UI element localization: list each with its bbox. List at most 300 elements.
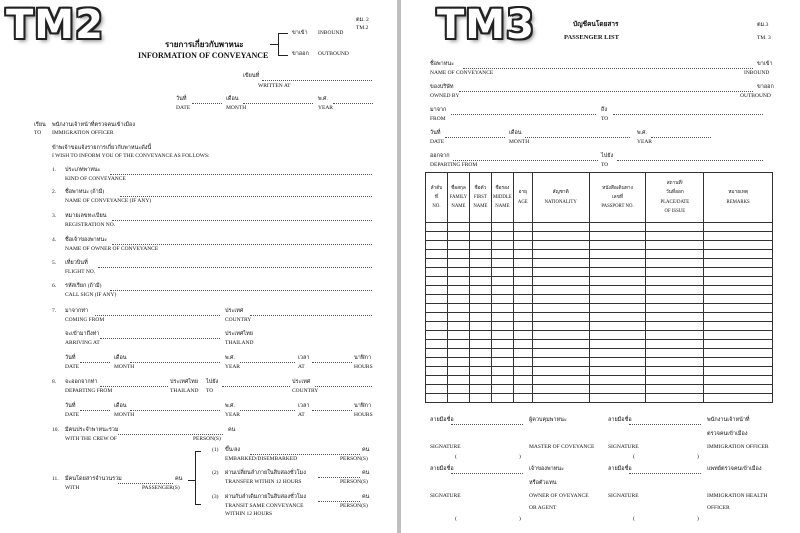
table-cell[interactable] <box>469 385 491 394</box>
arrival-time-field[interactable] <box>312 362 352 363</box>
table-cell[interactable] <box>491 295 513 304</box>
destination-field[interactable] <box>617 160 763 161</box>
arrival-date-field[interactable] <box>80 362 110 363</box>
table-cell[interactable] <box>589 385 646 394</box>
table-cell[interactable] <box>491 394 513 403</box>
owner-signature-field[interactable] <box>451 473 523 474</box>
table-cell[interactable] <box>491 259 513 268</box>
table-cell[interactable] <box>426 376 448 385</box>
table-cell[interactable] <box>704 295 773 304</box>
signature-en: SIGNATURE <box>430 444 461 450</box>
from-field[interactable] <box>451 114 596 115</box>
date-field[interactable] <box>445 137 505 138</box>
table-cell[interactable] <box>447 349 469 358</box>
tm2-outbound-en: OUTBOUND <box>318 51 349 57</box>
country-field[interactable] <box>250 315 372 316</box>
table-cell[interactable] <box>646 295 704 304</box>
column-header-en-2: NAME <box>473 204 488 210</box>
table-cell[interactable] <box>447 286 469 295</box>
to-country-th: ไปยัง <box>206 379 219 385</box>
table-cell[interactable] <box>704 376 773 385</box>
year-th: พ.ศ. <box>225 355 235 361</box>
from-th: มาจาก <box>430 107 447 113</box>
table-cell[interactable] <box>426 358 448 367</box>
departure-time-field[interactable] <box>312 410 352 411</box>
tm3-title-en: PASSENGER LIST <box>564 34 619 41</box>
crew-th: มีคนประจำพาหนะรวม <box>65 427 119 433</box>
table-cell[interactable] <box>513 286 532 295</box>
table-cell[interactable] <box>426 295 448 304</box>
table-cell[interactable] <box>589 250 646 259</box>
table-cell[interactable] <box>589 241 646 250</box>
table-cell[interactable] <box>704 331 773 340</box>
hours-th: นาฬิกา <box>354 403 372 409</box>
table-cell[interactable] <box>532 277 589 286</box>
sub-label-en: EMBARKED/DISEMBARKED <box>225 456 298 462</box>
departing-from-field[interactable] <box>453 160 598 161</box>
table-cell[interactable] <box>513 340 532 349</box>
table-cell[interactable] <box>469 286 491 295</box>
table-cell[interactable] <box>426 241 448 250</box>
table-cell[interactable] <box>469 259 491 268</box>
country-en: COUNTRY <box>225 317 252 323</box>
table-cell[interactable] <box>646 259 704 268</box>
arrival-year-field[interactable] <box>240 362 295 363</box>
table-cell[interactable] <box>532 349 589 358</box>
date-field[interactable] <box>192 103 222 104</box>
health-officer-signature-field[interactable] <box>629 473 701 474</box>
table-cell[interactable] <box>646 331 704 340</box>
table-cell[interactable] <box>532 223 589 232</box>
table-cell[interactable] <box>513 241 532 250</box>
table-cell[interactable] <box>532 259 589 268</box>
table-cell[interactable] <box>447 340 469 349</box>
table-cell[interactable] <box>704 286 773 295</box>
crew-unit-th: คน <box>362 447 370 453</box>
table-cell[interactable] <box>589 259 646 268</box>
table-cell[interactable] <box>646 313 704 322</box>
table-cell[interactable] <box>447 385 469 394</box>
table-cell[interactable] <box>589 367 646 376</box>
table-cell[interactable] <box>704 394 773 403</box>
table-cell[interactable] <box>532 241 589 250</box>
officer-en: IMMIGRATION OFFICER <box>52 130 114 136</box>
table-cell[interactable] <box>589 340 646 349</box>
departure-month-field[interactable] <box>130 410 220 411</box>
table-cell[interactable] <box>704 349 773 358</box>
outbound-th: ขาออก <box>757 84 774 90</box>
embarked-field[interactable] <box>250 454 360 455</box>
table-cell[interactable] <box>469 340 491 349</box>
hours-th: นาฬิกา <box>354 355 372 361</box>
coming-from-en: COMING FROM <box>65 317 105 323</box>
tm2-outbound-th: ขาออก <box>292 51 309 57</box>
table-cell[interactable] <box>491 331 513 340</box>
table-cell[interactable] <box>447 394 469 403</box>
tm3-code-en: TM. 3 <box>757 35 771 41</box>
conveyance-name-field[interactable] <box>463 68 753 69</box>
table-cell[interactable] <box>447 250 469 259</box>
table-cell[interactable] <box>469 313 491 322</box>
table-cell[interactable] <box>704 259 773 268</box>
master-th: ผู้ควบคุมพาหนะ <box>529 417 567 423</box>
table-cell[interactable] <box>513 376 532 385</box>
table-cell[interactable] <box>491 277 513 286</box>
table-cell[interactable] <box>589 376 646 385</box>
table-cell[interactable] <box>646 367 704 376</box>
table-cell[interactable] <box>589 358 646 367</box>
table-cell[interactable] <box>513 367 532 376</box>
table-cell[interactable] <box>646 241 704 250</box>
table-cell[interactable] <box>532 250 589 259</box>
table-cell[interactable] <box>426 349 448 358</box>
to-port-field[interactable] <box>222 386 290 387</box>
month-th: เดือน <box>114 403 127 409</box>
call-sign-field[interactable] <box>110 290 372 291</box>
table-cell[interactable] <box>469 304 491 313</box>
table-cell[interactable] <box>491 241 513 250</box>
table-cell[interactable] <box>646 277 704 286</box>
coming-from-field[interactable] <box>95 315 220 316</box>
table-cell[interactable] <box>646 340 704 349</box>
table-cell[interactable] <box>646 349 704 358</box>
immigration-officer-signature-field[interactable] <box>629 424 701 425</box>
table-cell[interactable] <box>469 232 491 241</box>
table-cell[interactable] <box>426 394 448 403</box>
registration-field[interactable] <box>112 220 372 221</box>
table-cell[interactable] <box>532 385 589 394</box>
column-header-th-2: เลขที่ <box>612 194 624 200</box>
table-cell[interactable] <box>491 304 513 313</box>
table-cell[interactable] <box>426 304 448 313</box>
table-cell[interactable] <box>532 340 589 349</box>
column-header-th: หนังสือเดินทาง <box>602 185 633 191</box>
bracket-line <box>278 33 279 55</box>
table-cell[interactable] <box>532 268 589 277</box>
table-cell[interactable] <box>469 367 491 376</box>
bracket-line <box>278 33 288 34</box>
table-cell[interactable] <box>469 358 491 367</box>
table-row <box>426 259 773 268</box>
to-en: TO <box>601 116 609 122</box>
tm2-code-th: ตม. 2 <box>356 17 369 23</box>
table-cell[interactable] <box>491 349 513 358</box>
transit-field[interactable] <box>318 501 360 502</box>
table-cell[interactable] <box>704 250 773 259</box>
table-cell[interactable] <box>491 232 513 241</box>
master-en: MASTER OF COVEYANCE <box>529 444 595 450</box>
table-cell[interactable] <box>447 295 469 304</box>
table-cell[interactable] <box>513 259 532 268</box>
table-cell[interactable] <box>469 241 491 250</box>
table-row <box>426 385 773 394</box>
owned-en: OWNED BY <box>430 93 460 99</box>
column-header-th: ชื่อตัว <box>474 185 487 191</box>
column-header-en: FIRST <box>473 194 487 200</box>
table-cell[interactable] <box>447 241 469 250</box>
month-en: MONTH <box>509 139 530 145</box>
table-cell[interactable] <box>447 367 469 376</box>
owner-en: OWNER OF OVEYANCE <box>529 493 589 499</box>
table-cell[interactable] <box>513 250 532 259</box>
immigration-officer-en: IMMIGRATION OFFICER <box>707 444 769 450</box>
item-label-th: ชื่อพาหนะ (ถ้ามี) <box>65 189 105 195</box>
table-cell[interactable] <box>704 367 773 376</box>
table-cell[interactable] <box>513 331 532 340</box>
table-cell[interactable] <box>589 277 646 286</box>
item-label-en: FLIGHT NO. <box>65 269 96 275</box>
table-cell[interactable] <box>447 259 469 268</box>
table-cell[interactable] <box>704 241 773 250</box>
health-officer-th: แพทย์ตรวจคนเข้าเมือง <box>707 466 762 472</box>
signature-th: ลายมือชื่อ <box>430 466 454 472</box>
column-header <box>447 173 469 223</box>
table-cell[interactable] <box>704 340 773 349</box>
departure-year-field[interactable] <box>240 410 295 411</box>
table-cell[interactable] <box>646 304 704 313</box>
table-cell[interactable] <box>704 385 773 394</box>
table-cell[interactable] <box>589 295 646 304</box>
table-cell[interactable] <box>469 394 491 403</box>
table-row <box>426 295 773 304</box>
table-cell[interactable] <box>532 322 589 331</box>
table-cell[interactable] <box>589 223 646 232</box>
persons-en: PERSON(S) <box>340 456 368 462</box>
table-cell[interactable] <box>532 295 589 304</box>
table-cell[interactable] <box>426 322 448 331</box>
month-th: เดือน <box>226 96 239 102</box>
table-cell[interactable] <box>426 331 448 340</box>
to-country-field[interactable] <box>315 386 372 387</box>
table-cell[interactable] <box>447 376 469 385</box>
table-cell[interactable] <box>426 385 448 394</box>
table-cell[interactable] <box>646 232 704 241</box>
table-cell[interactable] <box>513 349 532 358</box>
crew-count-field[interactable] <box>118 434 223 435</box>
table-cell[interactable] <box>469 268 491 277</box>
table-cell[interactable] <box>704 277 773 286</box>
table-cell[interactable] <box>646 358 704 367</box>
table-cell[interactable] <box>532 232 589 241</box>
table-cell[interactable] <box>426 340 448 349</box>
item-no: 1. <box>52 167 57 173</box>
table-cell[interactable] <box>469 322 491 331</box>
table-cell[interactable] <box>589 268 646 277</box>
table-cell[interactable] <box>491 376 513 385</box>
table-cell[interactable] <box>513 277 532 286</box>
column-header-th: ชื่อสกุล <box>450 185 466 191</box>
table-cell[interactable] <box>513 394 532 403</box>
signature-en: SIGNATURE <box>608 493 639 499</box>
table-cell[interactable] <box>646 223 704 232</box>
owner-field[interactable] <box>112 244 372 245</box>
departing-from-field[interactable] <box>100 386 168 387</box>
column-header-en: NO. <box>432 204 441 210</box>
item-label-th: รหัสเรียก (ถ้ามี) <box>65 283 102 289</box>
table-cell[interactable] <box>491 367 513 376</box>
table-row <box>426 394 773 403</box>
table-cell[interactable] <box>513 223 532 232</box>
table-cell[interactable] <box>532 394 589 403</box>
country-th: ประเทศ <box>225 308 244 314</box>
table-cell[interactable] <box>589 313 646 322</box>
table-cell[interactable] <box>426 250 448 259</box>
table-cell[interactable] <box>646 394 704 403</box>
table-cell[interactable] <box>469 295 491 304</box>
item-label-en: REGISTRATION NO. <box>65 222 116 228</box>
table-cell[interactable] <box>513 322 532 331</box>
table-cell[interactable] <box>589 286 646 295</box>
table-cell[interactable] <box>513 313 532 322</box>
table-cell[interactable] <box>704 313 773 322</box>
transfer-field[interactable] <box>318 477 360 478</box>
table-cell[interactable] <box>426 232 448 241</box>
table-cell[interactable] <box>491 268 513 277</box>
table-cell[interactable] <box>491 340 513 349</box>
owned-by-field[interactable] <box>459 91 753 92</box>
name-parenthesis: ) <box>697 454 699 460</box>
table-cell[interactable] <box>589 394 646 403</box>
date-th: วันที่ <box>65 355 76 361</box>
table-cell[interactable] <box>491 322 513 331</box>
table-cell[interactable] <box>532 376 589 385</box>
table-cell[interactable] <box>447 232 469 241</box>
kind-of-conveyance-field[interactable] <box>110 174 372 175</box>
item-label-en: NAME OF CONVEYANCE (IF ANY) <box>65 198 152 204</box>
arriving-at-field[interactable] <box>100 338 220 339</box>
table-cell[interactable] <box>491 313 513 322</box>
table-cell[interactable] <box>513 304 532 313</box>
table-cell[interactable] <box>646 322 704 331</box>
item-label-th: ประเภทพาหนะ <box>65 167 101 173</box>
table-cell[interactable] <box>426 286 448 295</box>
table-cell[interactable] <box>447 268 469 277</box>
table-cell[interactable] <box>589 304 646 313</box>
signature-en: SIGNATURE <box>608 444 639 450</box>
table-cell[interactable] <box>469 331 491 340</box>
table-body <box>426 223 773 403</box>
column-header-en: FAMILY <box>449 194 468 200</box>
month-field[interactable] <box>243 103 313 104</box>
table-cell[interactable] <box>646 250 704 259</box>
year-field[interactable] <box>333 103 373 104</box>
thailand-en: THAILAND <box>170 388 199 394</box>
table-cell[interactable] <box>704 358 773 367</box>
table-cell[interactable] <box>469 250 491 259</box>
table-cell[interactable] <box>469 349 491 358</box>
table-cell[interactable] <box>532 304 589 313</box>
tm2-form-page <box>0 0 397 533</box>
item-no: 2. <box>52 189 57 195</box>
name-parenthesis: ( <box>633 454 635 460</box>
table-cell[interactable] <box>491 250 513 259</box>
name-parenthesis: ) <box>697 516 699 522</box>
table-cell[interactable] <box>646 268 704 277</box>
table-cell[interactable] <box>447 331 469 340</box>
written-at-field[interactable] <box>262 80 372 81</box>
table-cell[interactable] <box>491 223 513 232</box>
table-cell[interactable] <box>469 223 491 232</box>
sub-label-en: TRANSFER WITHIN 12 HOURS <box>225 479 302 485</box>
table-cell[interactable] <box>469 277 491 286</box>
table-cell[interactable] <box>491 286 513 295</box>
table-cell[interactable] <box>491 358 513 367</box>
table-cell[interactable] <box>426 313 448 322</box>
table-cell[interactable] <box>704 322 773 331</box>
month-field[interactable] <box>525 137 630 138</box>
column-header <box>513 173 532 223</box>
table-cell[interactable] <box>426 259 448 268</box>
table-cell[interactable] <box>589 322 646 331</box>
master-signature-field[interactable] <box>451 424 523 425</box>
table-cell[interactable] <box>646 286 704 295</box>
table-cell[interactable] <box>704 223 773 232</box>
sub-label-th: ผ่านกับลำเดิมภายในสิบสองชั่วโมง <box>225 494 307 500</box>
table-cell[interactable] <box>447 223 469 232</box>
bracket-line <box>278 55 288 56</box>
table-cell[interactable] <box>532 331 589 340</box>
passenger-count-field[interactable] <box>118 483 173 484</box>
date-th: วันที่ <box>430 130 441 136</box>
year-field[interactable] <box>651 137 711 138</box>
arrival-month-field[interactable] <box>130 362 220 363</box>
table-cell[interactable] <box>491 385 513 394</box>
table-cell[interactable] <box>532 286 589 295</box>
column-header <box>491 173 513 223</box>
table-cell[interactable] <box>447 277 469 286</box>
table-cell[interactable] <box>513 232 532 241</box>
table-cell[interactable] <box>447 322 469 331</box>
tm3-form-page <box>401 0 800 533</box>
persons-en: PERSON(S) <box>193 436 221 442</box>
table-cell[interactable] <box>532 313 589 322</box>
table-cell[interactable] <box>589 349 646 358</box>
table-cell[interactable] <box>704 268 773 277</box>
table-cell[interactable] <box>646 385 704 394</box>
table-cell[interactable] <box>426 268 448 277</box>
table-cell[interactable] <box>447 304 469 313</box>
table-cell[interactable] <box>704 232 773 241</box>
table-cell[interactable] <box>589 232 646 241</box>
table-cell[interactable] <box>447 313 469 322</box>
table-cell[interactable] <box>426 277 448 286</box>
table-cell[interactable] <box>513 358 532 367</box>
column-header-en-2: NAME <box>451 204 466 210</box>
table-cell[interactable] <box>426 367 448 376</box>
immigration-officer-th-2: ตรวจคนเข้าเมือง <box>707 431 748 437</box>
table-cell[interactable] <box>646 376 704 385</box>
table-cell[interactable] <box>513 385 532 394</box>
name-en: NAME OF CONVEYANCE <box>430 70 494 76</box>
table-row <box>426 277 773 286</box>
sub-label-en: TRANSIT SAME CONVEYANCE <box>225 503 304 509</box>
table-cell[interactable] <box>532 358 589 367</box>
table-cell[interactable] <box>532 367 589 376</box>
flight-no-field[interactable] <box>98 267 372 268</box>
table-cell[interactable] <box>469 376 491 385</box>
table-cell[interactable] <box>426 223 448 232</box>
table-cell[interactable] <box>447 358 469 367</box>
table-cell[interactable] <box>513 295 532 304</box>
column-header <box>589 173 646 223</box>
to-field[interactable] <box>613 114 763 115</box>
conveyance-name-field[interactable] <box>120 196 372 197</box>
table-cell[interactable] <box>589 331 646 340</box>
table-cell[interactable] <box>704 304 773 313</box>
column-header-en-2: NAME <box>495 204 510 210</box>
table-cell[interactable] <box>513 268 532 277</box>
departure-date-field[interactable] <box>80 410 110 411</box>
